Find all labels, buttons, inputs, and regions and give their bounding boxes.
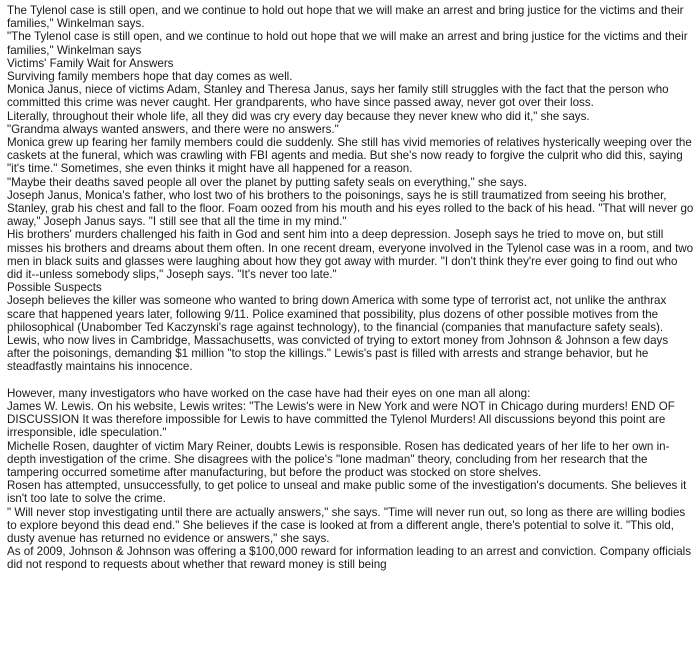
paragraph-surviving-family: Surviving family members hope that day comes as well. bbox=[7, 70, 293, 84]
paragraph-investigators: However, many investigators who have worked on the case have had their eyes on one man all along: bbox=[7, 386, 531, 400]
heading-victims-family: Victims' Family Wait for Answers bbox=[7, 56, 174, 70]
paragraph-monica-fears: Monica grew up fearing her family members could die suddenly. She still has vivid memories of relatives hysterically weeping over the caskets at the funeral, which was crawling with FBI agents and media. But she's now ready to forgive the culprit who did this, saying "it's time." Sometimes, she even thinks it might have all happened for a reason. bbox=[7, 136, 692, 176]
paragraph-reward: As of 2009, Johnson & Johnson was offering a $100,000 reward for information leading to an arrest and conviction. Company officials did not respond to requests about whether that reward money is still being bbox=[7, 545, 692, 572]
paragraph-michelle-rosen: Michelle Rosen, daughter of victim Mary Reiner, doubts Lewis is responsible. Rosen has dedicated years of her life to her own in-depth investigation of the crime. She disagrees with the police's "lone madman" theory, concluding from her research that the tampering occurred sometime after manufacturing, but before the product was stocked on store shelves. bbox=[7, 439, 670, 479]
paragraph-lewis-extortion: Lewis, who now lives in Cambridge, Massachusetts, was convicted of trying to extort money from Johnson & Johnson a few days after the poisonings, demanding $1 million "to stop the killings." Lewis's past is filled with arrests and strange behavior, but he steadfastly maintains his innocence. bbox=[7, 334, 669, 374]
paragraph-cry-every-day: Literally, throughout their whole life, all they did was cry every day because they never knew who did it," she says. bbox=[7, 109, 590, 123]
paragraph-lewis-website: James W. Lewis. On his website, Lewis writes: "The Lewis's were in New York and were NOT in Chicago during murders! END OF DISCUSSION It was therefore impossible for Lewis to have committed the Tylenol Murders! All discussions beyond this point are irresponsible, idle speculation." bbox=[7, 399, 675, 440]
paragraph-rosen-unseal: Rosen has attempted, unsuccessfully, to get police to unseal and make public some of the investigation's documents. She believes it isn't too late to solve the crime. bbox=[7, 479, 687, 506]
heading-possible-suspects: Possible Suspects bbox=[7, 281, 102, 295]
paragraph-terrorist-act: Joseph believes the killer was someone who wanted to bring down America with some type of terrorist act, not unlike the anthrax scare that happened years later, following 9/11. Police examined that possibility, plus dozens of other possible motives from the philosophical (Unabomber Ted Kaczynski's rage against technology), to the financial (companies that manufacture safety seals). bbox=[7, 294, 667, 334]
paragraph-never-stop: " Will never stop investigating until there are actually answers," she says. "Time will never run out, so long as there are willing bodies to explore beyond this dead end." She believes if the case is looked at from a different angle, there's potential to solve it. "This old, dusty avenue has returned no evidence or answers," she says. bbox=[7, 505, 686, 545]
paragraph-brothers-murders: His brothers' murders challenged his faith in God and sent him into a deep depression. Joseph says he tried to move on, but still misses his brothers and dreams about them often. In one recent dream, everyone involved in the Tylenol case was in a room, and two men in black suits and glasses were laughing about how they got away with murder. "I don't think they're ever going to find out who did it--unless somebody slips," Joseph says. "It's never too late." bbox=[7, 228, 694, 282]
paragraph-joseph-janus: Joseph Janus, Monica's father, who lost two of his brothers to the poisonings, says he is still traumatized from seeing his brother, Stanley, grab his chest and fall to the floor. Foam oozed from his mouth and his eyes rolled to the back of his head. "That will never go away," Joseph Janus says. "I still see that all the time in my mind." bbox=[7, 188, 694, 229]
paragraph-quote-winkelman: The Tylenol case is still open, and we continue to hold out hope that we will make an arrest and bring justice for the victims and their families," Winkelman says. bbox=[7, 4, 684, 31]
paragraph-safety-seals: "Maybe their deaths saved people all over the planet by putting safety seals on everything," she says. bbox=[7, 175, 527, 189]
paragraph-grandma-answers: "Grandma always wanted answers, and there were no answers." bbox=[7, 122, 339, 136]
paragraph-monica-janus: Monica Janus, niece of victims Adam, Stanley and Theresa Janus, says her family still struggles with the fact that the person who committed this crime was never caught. Her grandparents, who have since passed away, never got over their loss. bbox=[7, 83, 669, 110]
paragraph-quote-winkelman-repeat: "The Tylenol case is still open, and we continue to hold out hope that we will make an arrest and bring justice for the victims and their families," Winkelman says bbox=[7, 30, 688, 57]
